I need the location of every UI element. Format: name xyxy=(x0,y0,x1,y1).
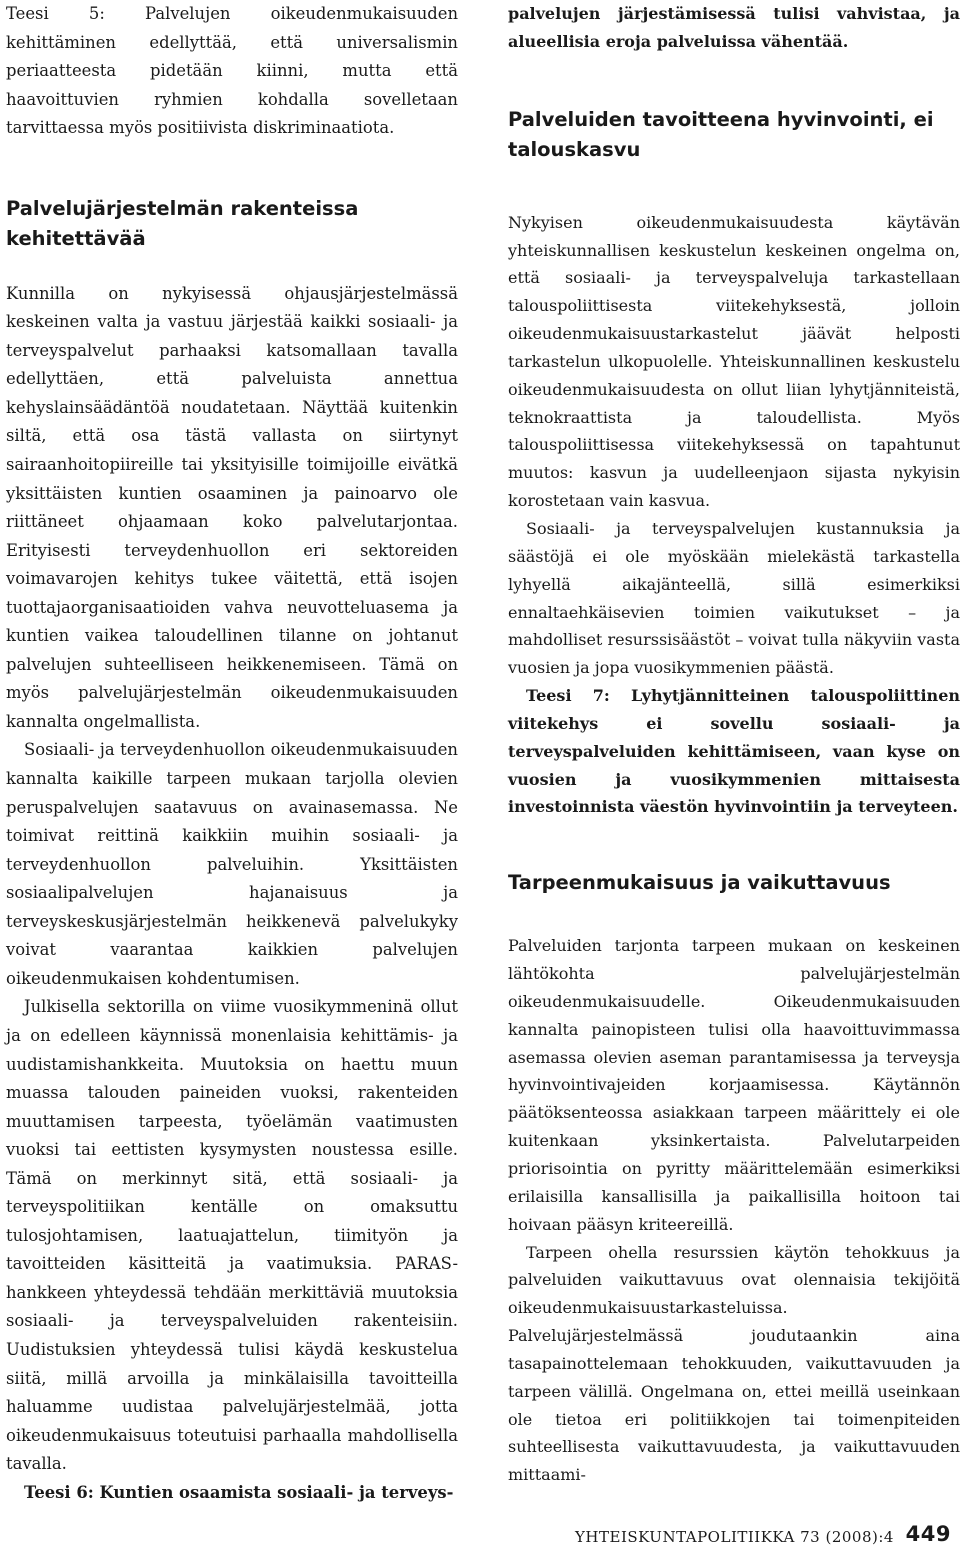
paragraph: Kunnilla on nykyisessä ohjausjärjestelmässä keskeinen valta ja vastuu järjestää kaikki sosiaali- ja terveyspalvelut parhaaksi katsomallaan tavalla edellyttäen, että palveluista annettua kehyslainsäädäntöä noudatetaan. Näyttää kuitenkin siltä, että osa tästä vallasta on siirtynyt sairaanhoitopiireille tai yksityisille toimijoille eivätkä yksittäisten kuntien osaaminen ja painoarvo ole riittäneet ohjaamaan koko palvelutarjontaa. Erityisesti terveydenhuollon eri sektoreiden voimavarojen kehitys tukee väitettä, että isojen tuottajaorganisaatioiden vahva neuvotteluasema ja kuntien vaikea taloudellinen tilanne on johtanut palvelujen suhteelliseen heikkenemiseen. Tämä on myös palvelujärjestelmän oikeudenmukaisuuden kannalta ongelmallista. xyxy=(6,283,458,731)
section-heading-needs: Tarpeenmukaisuus ja vaikuttavuus xyxy=(508,871,891,895)
left-column xyxy=(6,0,458,1507)
page-footer xyxy=(575,1522,955,1552)
thesis-6-start: Teesi 6: Kuntien osaamista sosiaali- ja terveys- xyxy=(24,1482,454,1502)
paragraph: Tarpeen ohella resurssien käytön tehokkuus ja palveluiden vaikuttavuus ovat olennaisia tekijöitä oikeudenmukaisuustarkasteluissa. Palvelujärjestelmässä joudutaankin aina tasapainottelemaan tehokkuuden, vaikuttavuuden ja tarpeen välillä. Ongelmana on, ettei meillä useinkaan ole tietoa eri politiikkojen tai toimenpiteiden suhteellisesta vaikuttavuudesta, ja vaikuttavuuden mittaami- xyxy=(508,1242,960,1485)
paragraph: Julkisella sektorilla on viime vuosikymmeninä ollut ja on edelleen käynnissä monenlaisia kehittämis- ja uudistamishankkeita. Muutoksia on haettu muun muassa talouden paineiden vuoksi, rakenteiden muuttamisen tarpeesta, työelämän vaatimusten vuoksi tai eettisten kysymysten noustessa esille. Tämä on merkinnyt sitä, että sosiaali- ja terveyspolitiikan kentälle on omaksuttu tulosjohtamisen, laatuajattelun, tiimityön ja tavoitteiden käsitteitä ja vaatimuksia. PARAS-hankkeen yhteydessä tehdään merkittäviä muutoksia sosiaali- ja terveyspalveluiden rakenteisiin. Uudistuksien yhteydessä tulisi käydä keskustelua siitä, millä arvoilla ja minkälaisilla tavoitteilla haluamme uudistaa palvelujärjestelmää, jotta oikeudenmukaisuus toteutuisi parhaalla mahdollisella tavalla. xyxy=(6,997,458,1474)
section-heading-structures: Palvelujärjestelmän rakenteissa kehitettävää xyxy=(6,196,359,250)
paragraph: Nykyisen oikeudenmukaisuudesta käytävän yhteiskunnallisen keskustelun keskeinen ongelma on, että sosiaali- ja terveyspalveluja tarkastellaan talouspoliittisesta viitekehyksestä, jolloin oikeudenmukaisuustarkastelut jäävät helposti tarkastelun ulkopuolelle. Yhteiskunnallinen keskustelu oikeudenmukaisuudesta on ollut liian lyhytjänniteistä, teknokraattista ja taloudellista. Myös talouspoliittisessa viitekehyksessä on tapahtunut muutos: kasvun ja uudelleenjaon sijasta nykyisin korostetaan vain kasvua. xyxy=(508,212,960,511)
section-heading-wellbeing: Palveluiden tavoitteena hyvinvointi, ei talouskasvu xyxy=(508,107,934,161)
thesis-7: Teesi 7: Lyhytjännitteinen talouspoliittinen viitekehys ei sovellu sosiaali- ja terveyspalveluiden kehittämiseen, vaan kyse on vuosien ja vuosikymmenien mittaisesta investoinnista väestön hyvinvointiin ja terveyteen. xyxy=(508,686,960,817)
page-number: 449 xyxy=(905,1522,951,1546)
right-column xyxy=(508,0,960,1489)
publication-name: YHTEISKUNTAPOLITIIKKA 73 (2008):4 xyxy=(575,1528,894,1546)
paragraph: Palveluiden tarjonta tarpeen mukaan on keskeinen lähtökohta palvelujärjestelmän oikeudenmukaisuudelle. Oikeudenmukaisuuden kannalta painopisteen tulisi olla haavoittuvimmassa asemassa olevien aseman parantamisessa ja terveysja hyvinvointivajeiden korjaamisessa. Käytännön päätöksenteossa asiakkaan tarpeen määrittely ei ole kuitenkaan yksinkertaista. Palvelutarpeiden priorisointia on pyritty määrittelemään esimerkiksi erilaisilla kansallisilla ja paikallisilla hoitoon tai hoivaan pääsyn kriteereillä. xyxy=(508,936,960,1234)
thesis-6-end: palvelujen järjestämisessä tulisi vahvistaa, ja alueellisia eroja palveluissa vähentää. xyxy=(508,4,960,51)
paragraph: Sosiaali- ja terveyspalvelujen kustannuksia ja säästöjä ei ole myöskään mielekästä tarkastella lyhyellä aikajänteellä, sillä esimerkiksi ennaltaehkäisevien toimien vaikutukset – ja mahdolliset resurssisäästöt – voivat tulla näkyviin vasta vuosien ja jopa vuosikymmenien päästä. xyxy=(508,518,960,678)
paragraph: Sosiaali- ja terveydenhuollon oikeudenmukaisuuden kannalta kaikille tarpeen mukaan tarjolla olevien peruspalvelujen saatavuus on avainasemassa. Ne toimivat reittinä kaikkiin muihin sosiaali- ja terveydenhuollon palveluihin. Yksittäisten sosiaalipalvelujen hajanaisuus ja terveyskeskusjärjestelmän heikkenevä palvelukyky voivat vaarantaa kaikkien palvelujen oikeudenmukaisen kohdentumisen. xyxy=(6,740,458,988)
thesis-5: Teesi 5: Palvelujen oikeudenmukaisuuden kehittäminen edellyttää, että universalismin periaatteesta pidetään kiinni, mutta että haavoittuvien ryhmien kohdalla sovelletaan tarvittaessa myös positiivista diskriminaatiota. xyxy=(6,4,458,138)
